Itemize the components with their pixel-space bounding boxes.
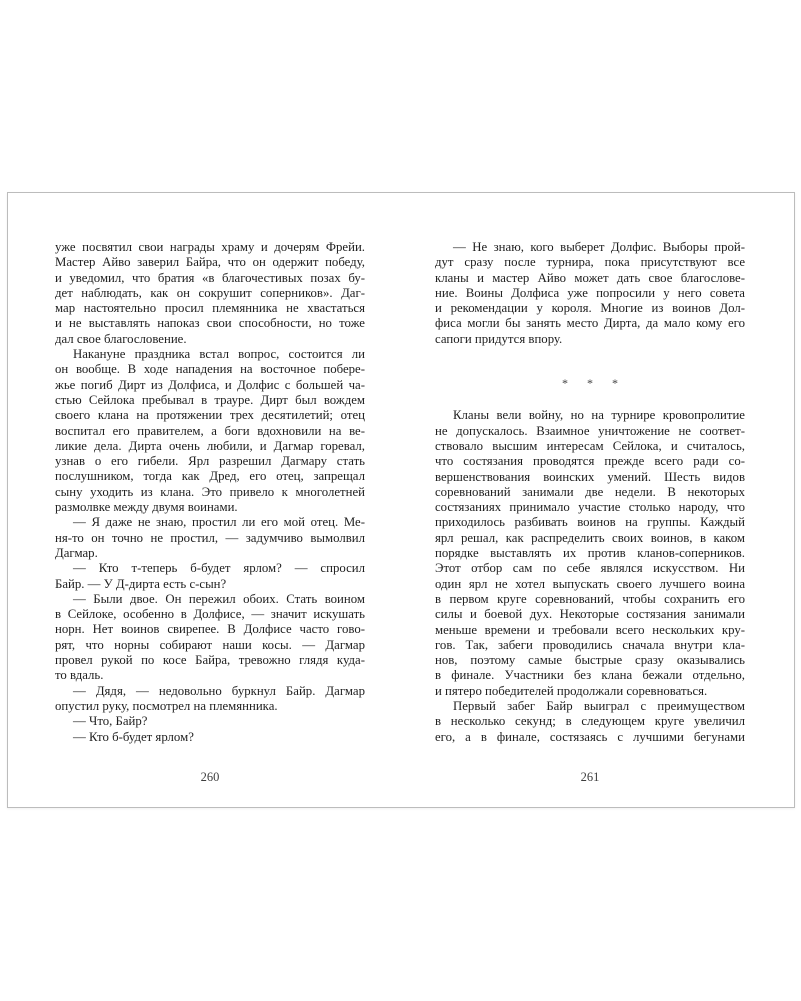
page-number-left: 260 [200, 770, 220, 784]
text-line: в Сейлоке, особенно в Долфисе, — значит искушать [55, 607, 365, 622]
text-line: жье погиб Дирт из Долфиса, и Долфис с большей ча- [55, 377, 365, 392]
text-line: то вдаль. [55, 668, 104, 683]
text-line: ликие дела. Дирта очень любили, и Дагмар горевал, [55, 438, 365, 453]
text-line: — Кто б-будет ярлом? [73, 729, 194, 744]
text-line: дал свое благословение. [55, 331, 187, 346]
text-line: провел рукой по косе Байра, тревожно глядя куда- [55, 653, 365, 668]
text-line: Кланы вели войну, но на турнире кровопролитие [453, 408, 745, 423]
page-text-right [435, 240, 745, 745]
text-line: и пятеро победителей продолжали соревноваться. [435, 683, 708, 698]
text-line: не допускалось. Взаимное уничтожение не соответ- [435, 423, 745, 438]
text-line: и не выставлять напоказ свои способности, но тоже [55, 316, 365, 331]
text-line: вершенствования воинских умений. Шесть видов [435, 469, 745, 484]
text-line: узнав о его гибели. Ярл разрешил Дагмару стать [55, 454, 365, 469]
text-line: фиса могли бы занять место Дирта, да мало кому его [435, 316, 745, 331]
text-line: размолвке между двумя воинами. [55, 500, 238, 515]
text-line: в несколько секунд; в следующем круге увеличил [435, 714, 745, 729]
text-line: дут сразу после турнира, пока присутствуют все [435, 255, 745, 270]
text-line: — Кто т-теперь б-будет ярлом? — спросил [73, 561, 365, 576]
text-line: послушником, тогда как Дред, его отец, запрещал [55, 469, 365, 484]
text-line: сапоги придутся впору. [435, 331, 563, 346]
text-line: и уведомил, что братия «в благочестивых позах бу- [55, 270, 365, 285]
text-line: уже посвятил свои награды храму и дочерям Фрейи. [55, 240, 365, 254]
text-line: меньше времени и требовали всего нескольких кру- [435, 622, 745, 637]
text-line: своего клана на протяжении трех десятилетий; отец [55, 408, 365, 423]
text-line: ярл решал, как распределить своих воинов, в каком [435, 530, 745, 545]
text-line: сыну уходить из клана. Это привело к многолетней [55, 484, 365, 499]
text-line: Дагмар. [55, 545, 98, 560]
section-separator: * * * [562, 376, 626, 391]
text-line: ние. Воины Долфиса уже попросили у него совета [435, 285, 745, 300]
text-line: он вообще. В ходе нападения на восточное побере- [55, 362, 365, 377]
page-text-left [55, 240, 365, 745]
text-line: ствовало высшим интересам Сейлока, и считалось, [435, 438, 745, 453]
text-line: Накануне праздника встал вопрос, состоится ли [73, 347, 365, 362]
text-line: и рекомендации у короля. Многие из воинов Дол- [435, 301, 745, 316]
text-line: Первый забег Байр выиграл с преимуществом [453, 699, 745, 714]
text-line: Байр. — У Д-дирта есть с-сын? [55, 576, 227, 591]
text-line: рят, что норны собирают наши косы. — Дагмар [55, 637, 365, 652]
text-line: — Я даже не знаю, простил ли его мой отец. Ме- [73, 515, 365, 530]
text-line: силы и боевой дух. Некоторые состязания занимали [435, 607, 745, 622]
text-line: один ярл не хотел выпускать своего лучшего воина [435, 576, 745, 591]
text-line: — Дядя, — недовольно буркнул Байр. Дагмар [73, 683, 365, 698]
page-number-right: 261 [580, 770, 600, 784]
text-line: его, а в финале, состязаясь с лучшими бегунами [435, 729, 745, 744]
text-line: приходилось разбивать воинов на группы. Каждый [435, 515, 745, 530]
book-page-left [8, 193, 401, 807]
text-line: Мастер Айво заверил Байра, что он одержит победу, [55, 255, 365, 270]
text-line: соревнований занимали две недели. В некоторых [435, 484, 745, 499]
text-line: воспитал его правителем, а боги вдохновили на ве- [55, 423, 365, 438]
text-line: стью Сейлока пребывал в трауре. Дирт был вождем [55, 392, 365, 407]
text-line: — Не знаю, кого выберет Долфис. Выборы прой- [453, 240, 745, 254]
text-line: нов, поэтому самые быстрые сразу оказывались [435, 653, 745, 668]
text-line: состязаниях принимало участие столько народу, что [435, 500, 745, 515]
text-line: — Что, Байр? [73, 714, 148, 729]
book-spread [7, 192, 795, 808]
text-line: кланы и мастер Айво может дать свое благослове- [435, 270, 745, 285]
text-line: опустил руку, посмотрел на племянника. [55, 698, 278, 713]
text-line: порядке выставлять их против кланов-соперников. [435, 546, 745, 561]
text-line: Этот отбор сам по себе являлся искусством. Ни [435, 561, 745, 576]
text-line: в финале. Участники без клана бежали отдельно, [435, 668, 745, 683]
text-line: в первом круге соревнований, чтобы сохранить его [435, 591, 745, 606]
text-line: ня-то он точно не простил, — задумчиво вымолвил [55, 530, 365, 545]
text-line: что состязания проводятся прежде всего ради со- [435, 454, 745, 469]
text-line: дет наблюдать, как он сокрушит соперников». Даг- [55, 285, 365, 300]
text-line: мар настоятельно просил племянника не хвастаться [55, 301, 365, 316]
text-line: гов. Так, забеги проводились сначала внутри кла- [435, 637, 745, 652]
book-page-right [401, 193, 794, 807]
text-line: норн. Нет воинов свирепее. В Долфисе часто гово- [55, 622, 365, 637]
text-line: — Были двое. Он пережил обоих. Стать воином [73, 591, 365, 606]
